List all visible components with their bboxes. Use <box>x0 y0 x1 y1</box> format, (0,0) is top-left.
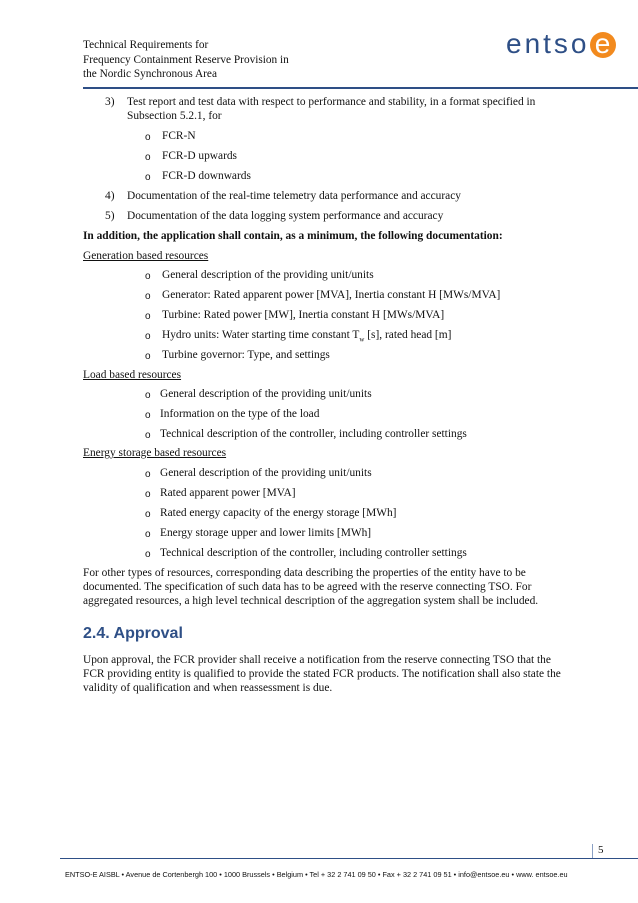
document-header <box>83 38 289 82</box>
load-item: General description of the providing unit/units <box>160 388 372 400</box>
header-rule <box>83 87 638 89</box>
page-number-divider <box>592 844 593 858</box>
approval-line-2: FCR providing entity is qualified to provide the stated FCR products. The notification shall also state the <box>83 668 561 680</box>
other-paragraph-line-1: For other types of resources, corresponding data describing the properties of the entity have to be <box>83 567 526 579</box>
header-line-1: Technical Requirements for <box>83 39 209 51</box>
bullet-marker: o <box>145 489 151 500</box>
item-3-sub-fcr-n: FCR-N <box>162 130 196 142</box>
generation-item-hydro <box>162 329 451 343</box>
bullet-marker: o <box>145 509 151 520</box>
item-3-sub-fcr-d-up: FCR-D upwards <box>162 150 237 162</box>
bullet-marker: o <box>145 311 151 322</box>
bullet-marker: o <box>145 390 151 401</box>
storage-item: Rated energy capacity of the energy storage [MWh] <box>160 507 397 519</box>
bullet-marker: o <box>145 430 151 441</box>
storage-item: Technical description of the controller, including controller settings <box>160 547 467 559</box>
generation-item: General description of the providing unit/units <box>162 269 374 281</box>
item-3-text-line-1: Test report and test data with respect to performance and stability, in a format specified in <box>127 96 536 108</box>
generation-item: Turbine: Rated power [MW], Inertia constant H [MWs/MVA] <box>162 309 445 321</box>
bullet-marker: o <box>145 132 151 143</box>
storage-item: Rated apparent power [MVA] <box>160 487 296 499</box>
footer-address: ENTSO-E AISBL • Avenue de Cortenbergh 100 • 1000 Brussels • Belgium • Tel + 32 2 741 09 50 • Fax + 32 2 741 09 51 • info@entsoe.eu • www. entsoe.eu <box>65 870 568 879</box>
hydro-rest: [s], rated head [m] <box>364 329 452 341</box>
item-3-text-line-2: Subsection 5.2.1, for <box>127 110 222 122</box>
item-5-text: Documentation of the data logging system performance and accuracy <box>127 210 444 222</box>
hydro-subscript: w <box>359 335 365 344</box>
bullet-marker: o <box>145 331 151 342</box>
item-5-number: 5) <box>105 210 115 222</box>
generation-item: Generator: Rated apparent power [MVA], Inertia constant H [MWs/MVA] <box>162 289 501 301</box>
storage-item: Energy storage upper and lower limits [MWh] <box>160 527 372 539</box>
item-3-sub-fcr-d-down: FCR-D downwards <box>162 170 251 182</box>
bullet-marker: o <box>145 469 151 480</box>
bullet-marker: o <box>145 410 151 421</box>
other-paragraph-line-2: documented. The specification of such data has to be agreed with the reserve connecting TSO. For <box>83 581 532 593</box>
entsoe-logo <box>506 28 616 60</box>
generation-item: Turbine governor: Type, and settings <box>162 349 330 361</box>
bullet-marker: o <box>145 549 151 560</box>
bullet-marker: o <box>145 152 151 163</box>
item-4-number: 4) <box>105 190 115 202</box>
approval-line-3: validity of qualification and when reassessment is due. <box>83 682 333 694</box>
intro-text: In addition, the application shall contain, as a minimum, the following documentation: <box>83 230 503 242</box>
bullet-marker: o <box>145 291 151 302</box>
section-heading-approval: 2.4. Approval <box>83 625 183 642</box>
load-heading: Load based resources <box>83 369 182 381</box>
bullet-marker: o <box>145 271 151 282</box>
logo-text: entso <box>506 28 590 59</box>
bullet-marker: o <box>145 172 151 183</box>
other-paragraph-line-3: aggregated resources, a high level technical description of the aggregation system shall be included. <box>83 595 539 607</box>
item-4-text: Documentation of the real-time telemetry data performance and accuracy <box>127 190 461 202</box>
bullet-marker: o <box>145 351 151 362</box>
header-line-2: Frequency Containment Reserve Provision in <box>83 53 289 66</box>
bullet-marker: o <box>145 529 151 540</box>
storage-item: General description of the providing unit/units <box>160 467 372 479</box>
hydro-text: Hydro units: Water starting time constant T <box>162 329 360 341</box>
load-item: Technical description of the controller, including controller settings <box>160 428 467 440</box>
footer-rule <box>60 858 638 859</box>
approval-line-1: Upon approval, the FCR provider shall receive a notification from the reserve connecting TSO that the <box>83 654 551 666</box>
logo-e-circle: e <box>590 32 616 58</box>
page-number: 5 <box>598 844 604 856</box>
item-3-number: 3) <box>105 96 115 108</box>
storage-heading: Energy storage based resources <box>83 447 227 459</box>
header-line-3: the Nordic Synchronous Area <box>83 68 217 80</box>
load-item: Information on the type of the load <box>160 408 320 420</box>
generation-heading: Generation based resources <box>83 250 209 262</box>
